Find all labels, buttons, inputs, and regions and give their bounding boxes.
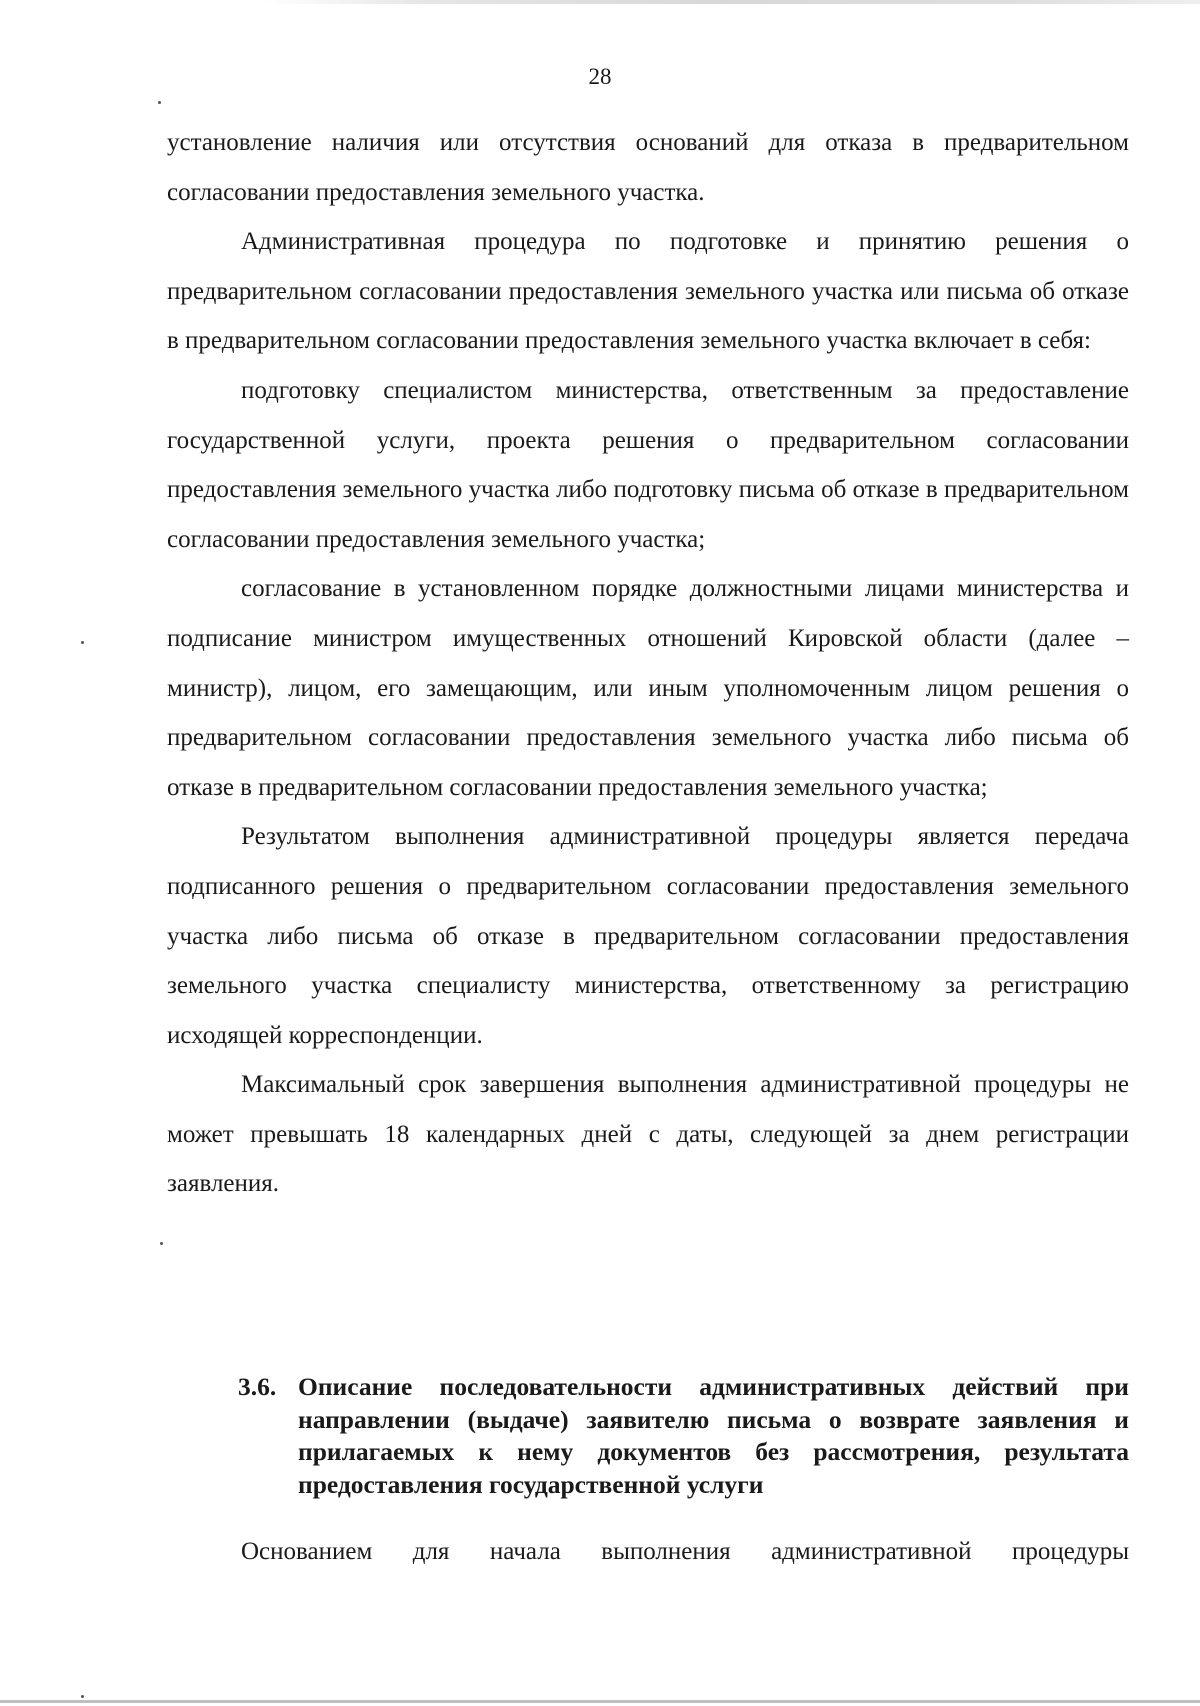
paragraph-continuation: установление наличия или отсутствия оснований для отказа в предварительном согласовании предоставления земельного участка. <box>167 129 1129 206</box>
paragraph-preparation-item: подготовку специалистом министерства, ответственным за предоставление государственной услуги, проекта решения о предварительном согласовании предоставления земельного участка либо подготовку письма об отказе в предварительном согласовании предоставления земельного участка; <box>167 376 1129 553</box>
scan-edge-bottom <box>0 1700 1200 1703</box>
paragraph-basis-start: Основанием для начала выполнения административной процедуры <box>241 1538 1129 1565</box>
paragraph-result: Результатом выполнения административной процедуры является передача подписанного решения о предварительном согласовании предоставления земельного участка либо письма об отказе в предварительном согласовании предоставления земельного участка специалисту министерства, ответственному за регистрацию исходящей корреспонденции. <box>167 823 1129 1049</box>
paragraph-max-term: Максимальный срок завершения выполнения административной процедуры не может превышать 18 календарных дней с даты, следующей за днем регистрации заявления. <box>167 1071 1129 1198</box>
section-number: 3.6. <box>238 1372 277 1401</box>
body-text <box>167 118 1129 1209</box>
page-number: 28 <box>588 64 612 89</box>
scan-speck <box>160 1242 163 1245</box>
section-heading <box>238 1371 1129 1501</box>
scan-edge-top <box>0 0 1200 4</box>
scan-speck <box>81 641 84 644</box>
scan-speck <box>158 101 161 104</box>
section-title: Описание последовательности административных действий при направлении (выдаче) заявителю письма о возврате заявления и прилагаемых к нему документов без рассмотрения, результата предоставления государственной услуги <box>298 1372 1129 1499</box>
paragraph-procedure-intro: Административная процедура по подготовке и принятию решения о предварительном согласовании предоставления земельного участка или письма об отказе в предварительном согласовании предоставления земельного участка включает в себя: <box>167 228 1129 355</box>
scan-speck <box>81 1695 84 1698</box>
paragraph-approval-item: согласование в установленном порядке должностными лицами министерства и подписание министром имущественных отношений Кировской области (далее – министр), лицом, его замещающим, или иным уполномоченным лицом решения о предварительном согласовании предоставления земельного участка либо письма об отказе в предварительном согласовании предоставления земельного участка; <box>167 575 1129 801</box>
